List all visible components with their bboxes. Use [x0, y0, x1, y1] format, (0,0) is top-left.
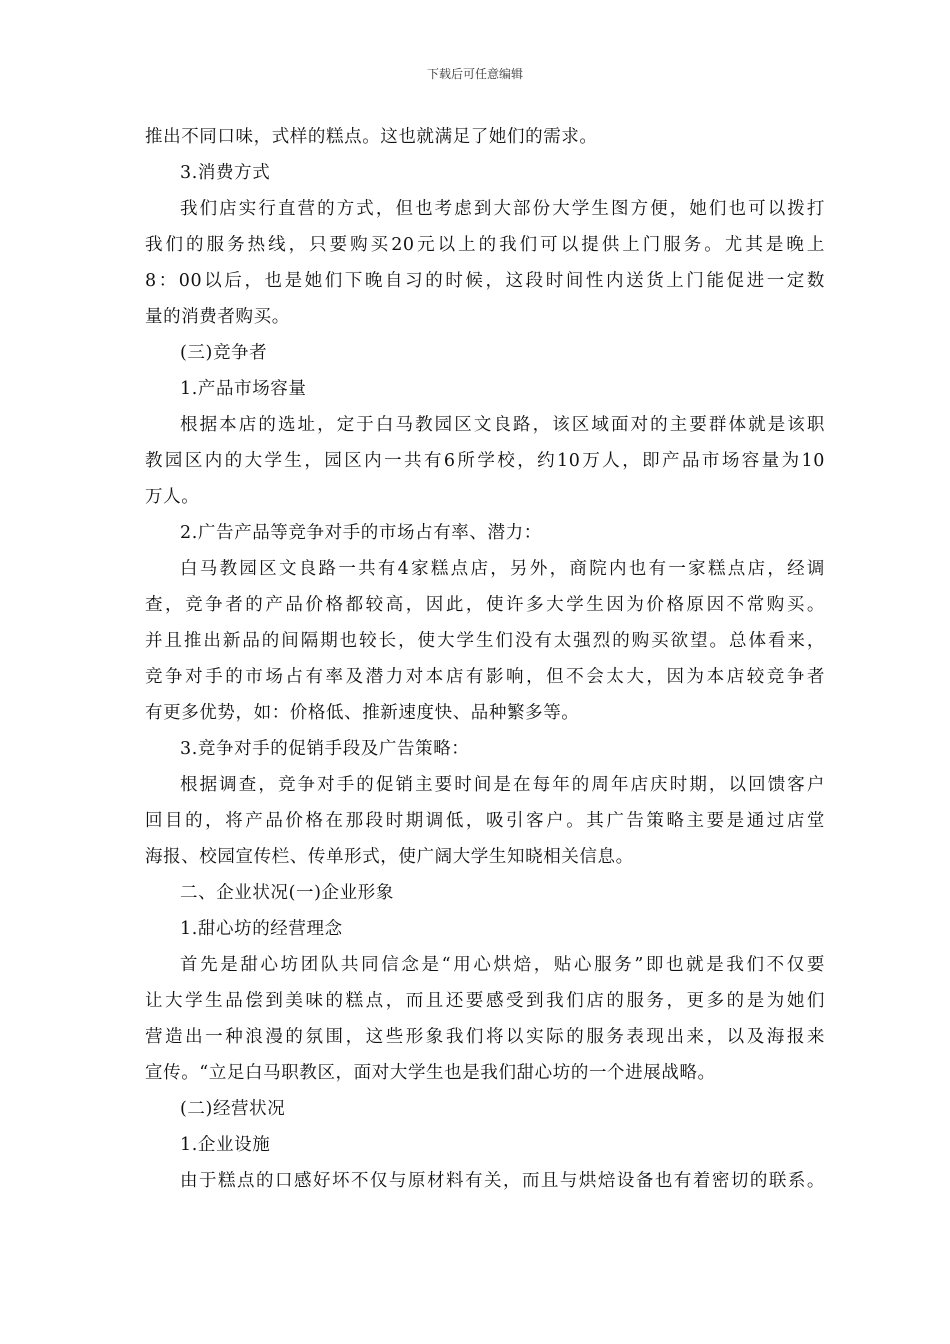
- page-header: 下载后可任意编辑: [426, 67, 523, 81]
- text-line: 首先是甜心坊团队共同信念是“用心烘焙，贴心服务”即也就是我们不仅要: [180, 955, 825, 975]
- text-line: (三)竞争者: [180, 343, 268, 363]
- document-body: [145, 122, 825, 1202]
- text-line: 我们的服务热线，只要购买20元以上的我们可以提供上门服务。尤其是晚上: [145, 235, 825, 255]
- text-line: 教园区内的大学生，园区内一共有6所学校，约10万人，即产品市场容量为10: [145, 451, 825, 471]
- text-line: 根据本店的选址，定于白马教园区文良路，该区域面对的主要群体就是该职: [180, 415, 825, 435]
- text-line: 有更多优势，如：价格低、推新速度快、品种繁多等。: [145, 703, 580, 723]
- text-line: 查，竞争者的产品价格都较高，因此，使许多大学生因为价格原因不常购买。: [145, 595, 825, 615]
- text-line: 3.消费方式: [180, 163, 271, 183]
- text-line: 万人。: [145, 487, 200, 507]
- text-line: 宣传。“立足白马职教区，面对大学生也是我们甜心坊的一个进展战略。: [145, 1063, 716, 1083]
- text-line: 推出不同口味，式样的糕点。这也就满足了她们的需求。: [145, 127, 598, 147]
- text-line: 我们店实行直营的方式，但也考虑到大部份大学生图方便，她们也可以拨打: [180, 199, 825, 219]
- text-line: 回目的，将产品价格在那段时期调低，吸引客户。其广告策略主要是通过店堂: [145, 811, 825, 831]
- text-line: 1.甜心坊的经营理念: [180, 919, 343, 939]
- text-line: 量的消费者购买。: [145, 307, 290, 327]
- text-line: 营造出一种浪漫的氛围，这些形象我们将以实际的服务表现出来，以及海报来: [145, 1027, 825, 1047]
- text-line: 由于糕点的口感好坏不仅与原材料有关，而且与烘焙设备也有着密切的联系。: [180, 1171, 825, 1191]
- text-line: 让大学生品偿到美味的糕点，而且还要感受到我们店的服务，更多的是为她们: [145, 991, 825, 1011]
- text-line: 并且推出新品的间隔期也较长，使大学生们没有太强烈的购买欲望。总体看来，: [145, 631, 825, 651]
- text-line: 3.竞争对手的促销手段及广告策略：: [180, 739, 470, 759]
- text-line: 8：00以后，也是她们下晚自习的时候，这段时间性内送货上门能促进一定数: [145, 271, 825, 291]
- text-line: 海报、校园宣传栏、传单形式，使广阔大学生知晓相关信息。: [145, 847, 634, 867]
- text-line: (二)经营状况: [180, 1099, 286, 1119]
- text-line: 1.企业设施: [180, 1135, 271, 1155]
- text-line: 二、企业状况(一)企业形象: [180, 883, 394, 903]
- text-line: 白马教园区文良路一共有4家糕点店，另外，商院内也有一家糕点店，经调: [180, 559, 825, 579]
- text-line: 2.广告产品等竞争对手的市场占有率、潜力：: [180, 523, 542, 543]
- text-line: 1.产品市场容量: [180, 379, 307, 399]
- text-line: 根据调查，竞争对手的促销主要时间是在每年的周年店庆时期，以回馈客户: [180, 775, 825, 795]
- text-line: 竞争对手的市场占有率及潜力对本店有影响，但不会太大，因为本店较竞争者: [145, 667, 825, 687]
